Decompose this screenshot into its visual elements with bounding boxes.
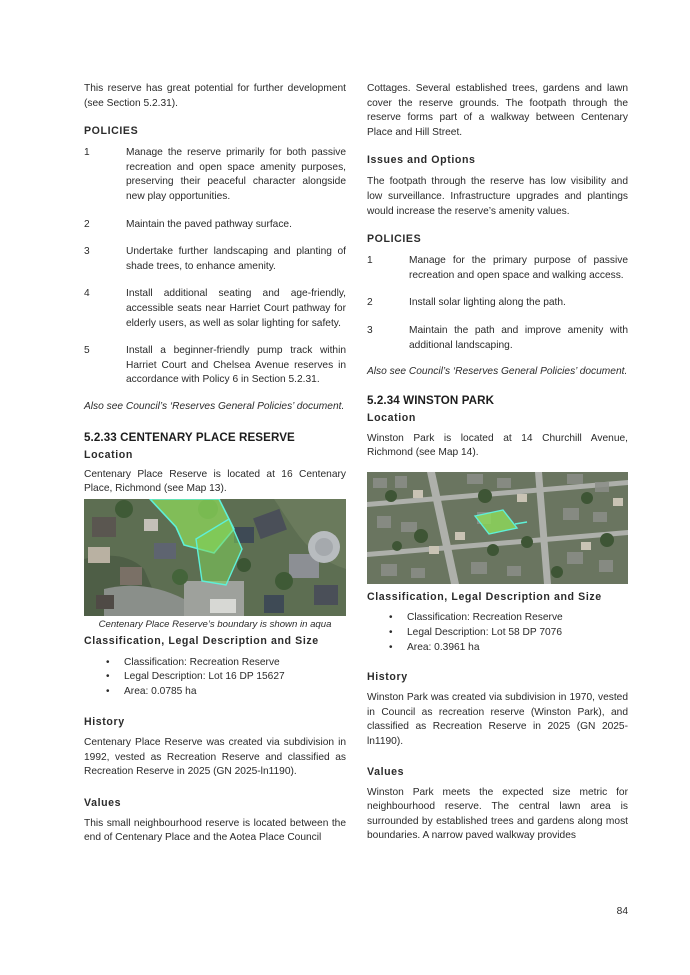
history-paragraph: Winston Park was created via subdivision in 1970, vested in Council as recreation reserve (Winston Park), and classified as Recreation Reserve in 2025 (GN 2025-ln1190). [367,692,628,748]
policy-number: 1 [84,147,90,159]
policy-number: 3 [84,246,90,258]
policy-number: 4 [84,288,90,300]
policy-item [84,218,346,233]
section-title-centenary: 5.2.33 CENTENARY PLACE RESERVE [84,430,295,444]
policy-text: Maintain the paved pathway surface. [126,218,292,230]
legal-description-item: • Legal Description: Lot 58 DP 7076 [367,626,628,641]
policy-item [367,324,628,353]
photo-caption: Centenary Place Reserve’s boundary is shown in aqua [98,618,332,630]
issues-paragraph: The footpath through the reserve has low visibility and low surveillance. Infrastructure upgrades and plantings would increase the reserve’s amenity values. [367,176,628,217]
also-see-note: Also see Council’s ‘Reserves General Policies’ document. [367,366,628,378]
policy-text: Undertake further landscaping and planting of shade trees, to enhance amenity. [126,246,346,272]
location-heading: Location [367,411,416,424]
values-continued-paragraph: Cottages. Several established trees, gardens and lawn cover the reserve grounds. The footpath through the reserve forms part of a walkway between Centenary Place and Hill Street. [367,83,628,138]
classification-item: • Classification: Recreation Reserve [84,656,346,671]
legal-description-item: • Legal Description: Lot 16 DP 15627 [84,670,346,685]
issues-heading: Issues and Options [367,154,476,167]
policy-text: Manage for the primary purpose of passive recreation and open space and walking access. [409,255,628,281]
history-heading: History [367,671,408,684]
location-heading: Location [84,448,133,461]
policy-text: Install additional seating and age-friendly, accessible seats near Harriet Court pathway for elderly users, as well as solar lighting for safety. [126,288,346,329]
classification-item: • Classification: Recreation Reserve [367,611,628,626]
policy-item [84,245,346,274]
policy-item [84,344,346,388]
values-heading: Values [367,765,405,778]
classification-heading: Classification, Legal Description and Size [84,634,319,647]
policy-number: 2 [84,218,90,230]
centenary-aerial-photo [84,499,346,616]
left-column [84,82,346,846]
policy-number: 1 [367,255,373,267]
classification-list [84,656,346,700]
policy-number: 3 [367,324,373,336]
policy-text: Manage the reserve primarily for both passive recreation and open space amenity purposes, preserving their peaceful character alongside new play opportunities. [126,147,346,202]
classification-heading: Classification, Legal Description and Size [367,590,602,603]
policy-item [367,296,628,311]
values-paragraph: Winston Park meets the expected size metric for neighbourhood reserve. The central lawn area is surrounded by established trees and gardens along most boundaries. A narrow paved walkway provides [367,786,628,842]
area-item: • Area: 0.0785 ha [84,685,346,700]
intro-paragraph: This reserve has great potential for further development (see Section 5.2.31). [84,83,346,109]
policies-heading: POLICIES [84,125,139,138]
policy-text: Maintain the path and improve amenity with additional landscaping. [409,324,628,351]
classification-list [367,611,628,655]
location-paragraph: Centenary Place Reserve is located at 16 Centenary Place, Richmond (see Map 13). [84,468,346,495]
location-paragraph: Winston Park is located at 14 Churchill Avenue, Richmond (see Map 14). [367,432,628,459]
policies-list [84,146,346,388]
page-number: 84 [616,906,628,917]
history-paragraph: Centenary Place Reserve was created via subdivision in 1992, vested as Recreation Reserve and classified as Recreation Reserve in 2025 (GN 2025-ln1190). [84,737,346,778]
policy-text: Install a beginner-friendly pump track within Harriet Court and Chelsea Avenue reserves in accordance with Policy 6 in Section 5.2.31. [126,345,346,386]
right-column [367,82,628,844]
policies-heading: POLICIES [367,233,422,246]
policy-item [367,254,628,283]
policy-number: 2 [367,297,373,309]
section-title-winston: 5.2.34 WINSTON PARK [367,393,495,407]
policy-item [84,287,346,331]
policy-text: Install solar lighting along the path. [409,297,566,309]
history-heading: History [84,716,125,729]
policy-item [84,146,346,204]
values-heading: Values [84,796,122,809]
winston-aerial-photo [367,472,628,584]
policies-list [367,254,628,353]
values-paragraph: This small neighbourhood reserve is located between the end of Centenary Place and the Aotea Place Council [84,817,346,844]
policy-number: 5 [84,345,90,357]
area-item: • Area: 0.3961 ha [367,641,628,656]
also-see-note: Also see Council’s ‘Reserves General Policies’ document. [84,400,345,412]
